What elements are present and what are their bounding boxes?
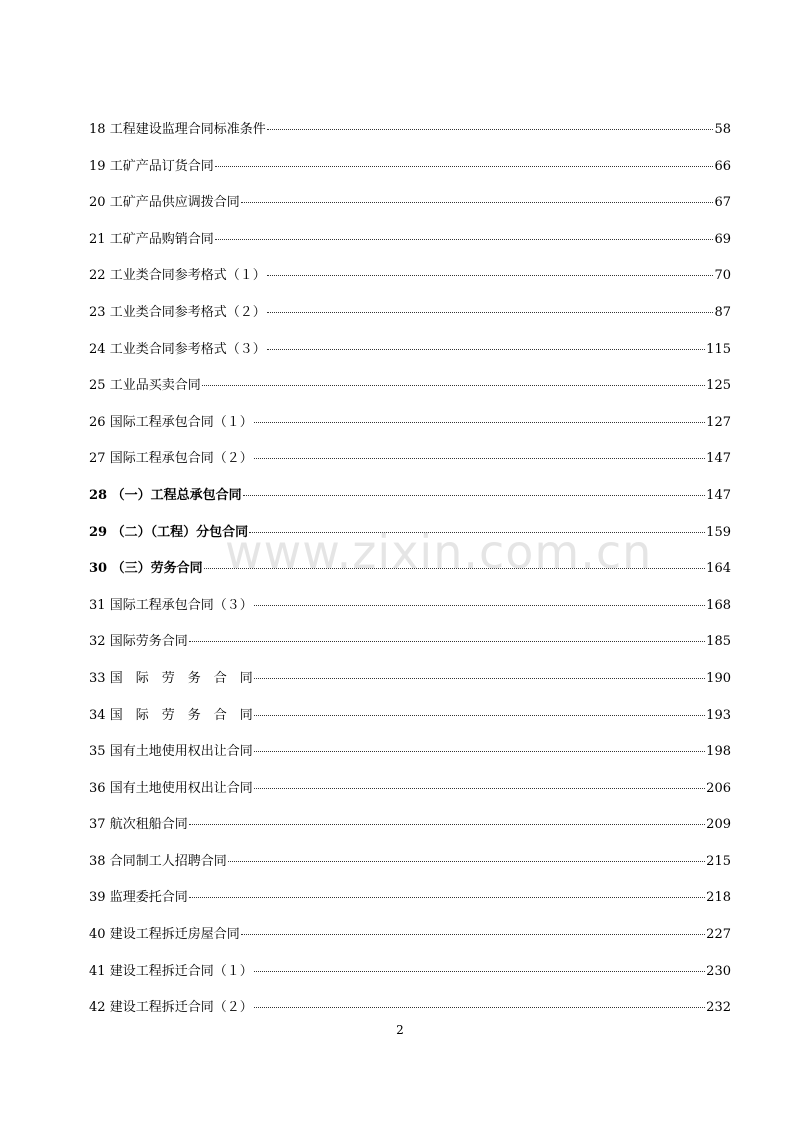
toc-entry-title	[89, 998, 253, 1018]
toc-entry-number: 23	[89, 304, 106, 320]
toc-entry-text: 工矿产品购销合同	[109, 231, 214, 247]
toc-entry-text: 国际工程承包合同（３）	[109, 597, 253, 613]
toc-entry-title	[89, 779, 253, 799]
toc-entry-number: 40	[89, 927, 106, 943]
toc-entry-page: 66	[714, 158, 731, 174]
toc-entry-number: 37	[89, 817, 106, 833]
toc-entry-title	[89, 340, 266, 360]
toc-dot-leader	[254, 458, 705, 459]
toc-entry-page: 67	[714, 195, 731, 211]
toc-entry[interactable]	[89, 706, 731, 743]
toc-dot-leader	[254, 605, 705, 606]
toc-dot-leader	[254, 751, 705, 752]
toc-entry[interactable]	[89, 266, 731, 303]
toc-dot-leader	[254, 971, 705, 972]
toc-entry-text: 国 际 劳 务 合 同	[109, 670, 253, 686]
toc-dot-leader	[215, 239, 714, 240]
toc-dot-leader	[215, 166, 714, 167]
toc-entry[interactable]	[89, 596, 731, 633]
toc-entry-number: 35	[89, 744, 106, 760]
toc-entry-number: 18	[89, 122, 106, 137]
toc-entry-title	[89, 376, 201, 396]
toc-entry-text: （三）劳务合同	[111, 561, 203, 577]
toc-entry-number: 33	[89, 670, 106, 686]
toc-entry[interactable]	[89, 852, 731, 889]
toc-entry-page: 206	[706, 780, 731, 796]
toc-entry[interactable]	[89, 962, 731, 999]
toc-dot-leader	[254, 1007, 705, 1008]
toc-entry-page: 198	[706, 744, 731, 760]
toc-entry-title	[89, 523, 248, 543]
toc-entry[interactable]	[89, 340, 731, 377]
toc-entry[interactable]	[89, 669, 731, 706]
toc-dot-leader	[254, 678, 705, 679]
toc-dot-leader	[202, 385, 705, 386]
toc-entry[interactable]	[89, 486, 731, 523]
toc-entry-title	[89, 193, 240, 213]
toc-entry-number: 29	[89, 524, 108, 540]
toc-entry-text: （二）（工程）分包合同	[111, 524, 249, 540]
toc-entry[interactable]	[89, 230, 731, 267]
toc-entry[interactable]	[89, 193, 731, 230]
toc-entry-number: 28	[89, 487, 108, 503]
toc-entry-text: 工程建设监理合同标准条件	[109, 122, 266, 137]
toc-entry-page: 218	[706, 890, 731, 906]
toc-dot-leader	[267, 275, 714, 276]
toc-entry[interactable]	[89, 779, 731, 816]
toc-entry-page: 70	[714, 268, 731, 284]
toc-entry[interactable]	[89, 742, 731, 779]
toc-dot-leader	[204, 568, 706, 569]
toc-entry[interactable]	[89, 303, 731, 340]
toc-entry-title	[89, 486, 242, 506]
toc-entry-text: 国 际 劳 务 合 同	[109, 707, 253, 723]
toc-entry-text: 合同制工人招聘合同	[109, 853, 227, 869]
toc-entry-page: 58	[714, 122, 731, 137]
toc-entry[interactable]	[89, 632, 731, 669]
toc-entry[interactable]	[89, 157, 731, 194]
toc-entry-title	[89, 303, 266, 323]
toc-entry-number: 32	[89, 634, 106, 650]
toc-entry[interactable]	[89, 925, 731, 962]
toc-entry-title	[89, 449, 253, 469]
toc-entry-number: 34	[89, 707, 106, 723]
toc-entry-text: 工业品买卖合同	[109, 378, 201, 394]
toc-entry-number: 24	[89, 341, 106, 357]
toc-entry-page: 69	[714, 231, 731, 247]
toc-entry-text: 建设工程拆迁合同（１）	[109, 963, 253, 979]
toc-entry-title	[89, 669, 253, 689]
toc-entry-text: 工矿产品供应调拨合同	[109, 195, 240, 211]
toc-entry[interactable]	[89, 413, 731, 450]
toc-entry-text: 工业类合同参考格式（１）	[109, 268, 266, 284]
toc-entry-text: 国有土地使用权出让合同	[109, 744, 253, 760]
toc-dot-leader	[267, 349, 705, 350]
toc-entry-text: 航次租船合同	[109, 817, 188, 833]
toc-entry-number: 20	[89, 195, 106, 211]
toc-entry-text: 建设工程拆迁合同（２）	[109, 1000, 253, 1016]
toc-entry-page: 125	[706, 378, 731, 394]
toc-entry-page: 215	[706, 853, 731, 869]
toc-entry[interactable]	[89, 376, 731, 413]
toc-entry-number: 39	[89, 890, 106, 906]
toc-entry-page: 209	[706, 817, 731, 833]
toc-entry-page: 164	[706, 561, 731, 577]
toc-entry-number: 22	[89, 268, 106, 284]
watermark: www.zixin.com.cn	[225, 525, 653, 579]
toc-dot-leader	[228, 861, 705, 862]
toc-dot-leader	[254, 715, 705, 716]
page-number: 2	[396, 1023, 404, 1037]
toc-entry-number: 36	[89, 780, 106, 796]
toc-dot-leader	[189, 824, 705, 825]
toc-entry-number: 30	[89, 561, 108, 577]
toc-entry-number: 26	[89, 414, 106, 430]
toc-entry-text: 工矿产品订货合同	[109, 158, 214, 174]
toc-entry-page: 115	[706, 341, 731, 357]
toc-entry-number: 31	[89, 597, 106, 613]
toc-entry-title	[89, 815, 188, 835]
toc-dot-leader	[267, 312, 714, 313]
toc-entry-page: 190	[706, 670, 731, 686]
toc-entry-page: 147	[706, 487, 731, 503]
toc-entry-page: 193	[706, 707, 731, 723]
toc-dot-leader	[241, 202, 714, 203]
toc-entry-page: 87	[714, 304, 731, 320]
table-of-contents	[89, 120, 731, 1035]
toc-entry-text: 国有土地使用权出让合同	[109, 780, 253, 796]
toc-dot-leader	[249, 532, 705, 533]
toc-entry[interactable]	[89, 559, 731, 596]
toc-entry-page: 127	[706, 414, 731, 430]
toc-entry-title	[89, 157, 214, 177]
toc-entry-title	[89, 230, 214, 250]
toc-dot-leader	[189, 641, 705, 642]
toc-dot-leader	[254, 788, 705, 789]
toc-entry-number: 38	[89, 853, 106, 869]
toc-entry-page: 232	[706, 1000, 731, 1016]
toc-entry-title	[89, 962, 253, 982]
toc-entry[interactable]	[89, 449, 731, 486]
toc-entry-title	[89, 413, 253, 433]
toc-entry-text: 监理委托合同	[109, 890, 188, 906]
toc-entry[interactable]	[89, 120, 731, 157]
toc-entry-text: （一）工程总承包合同	[111, 487, 242, 503]
toc-entry-text: 国际劳务合同	[109, 634, 188, 650]
toc-entry-number: 27	[89, 451, 106, 467]
toc-entry-page: 147	[706, 451, 731, 467]
toc-entry-text: 工业类合同参考格式（３）	[109, 341, 266, 357]
toc-entry-text: 建设工程拆迁房屋合同	[109, 927, 240, 943]
toc-entry-title	[89, 852, 227, 872]
toc-entry-number: 41	[89, 963, 106, 979]
toc-entry-title	[89, 632, 188, 652]
toc-entry-page: 168	[706, 597, 731, 613]
toc-entry-title	[89, 120, 266, 140]
toc-entry-page: 227	[706, 927, 731, 943]
toc-entry-text: 工业类合同参考格式（２）	[109, 304, 266, 320]
toc-entry-number: 21	[89, 231, 106, 247]
toc-dot-leader	[241, 934, 705, 935]
toc-entry-title	[89, 266, 266, 286]
toc-entry-number: 25	[89, 378, 106, 394]
toc-entry-text: 国际工程承包合同（１）	[109, 414, 253, 430]
toc-entry-page: 185	[706, 634, 731, 650]
toc-dot-leader	[189, 897, 705, 898]
toc-entry-title	[89, 596, 253, 616]
toc-entry-text: 国际工程承包合同（２）	[109, 451, 253, 467]
toc-dot-leader	[243, 495, 706, 496]
toc-dot-leader	[254, 422, 705, 423]
toc-entry-page: 159	[706, 524, 731, 540]
toc-entry-title	[89, 706, 253, 726]
toc-entry[interactable]	[89, 523, 731, 560]
toc-entry-number: 19	[89, 158, 106, 174]
toc-entry-number: 42	[89, 1000, 106, 1016]
toc-entry[interactable]	[89, 888, 731, 925]
toc-entry-title	[89, 742, 253, 762]
toc-dot-leader	[267, 129, 714, 130]
toc-entry-page: 230	[706, 963, 731, 979]
toc-entry-title	[89, 888, 188, 908]
toc-entry-title	[89, 559, 203, 579]
toc-entry-title	[89, 925, 240, 945]
toc-entry[interactable]	[89, 815, 731, 852]
